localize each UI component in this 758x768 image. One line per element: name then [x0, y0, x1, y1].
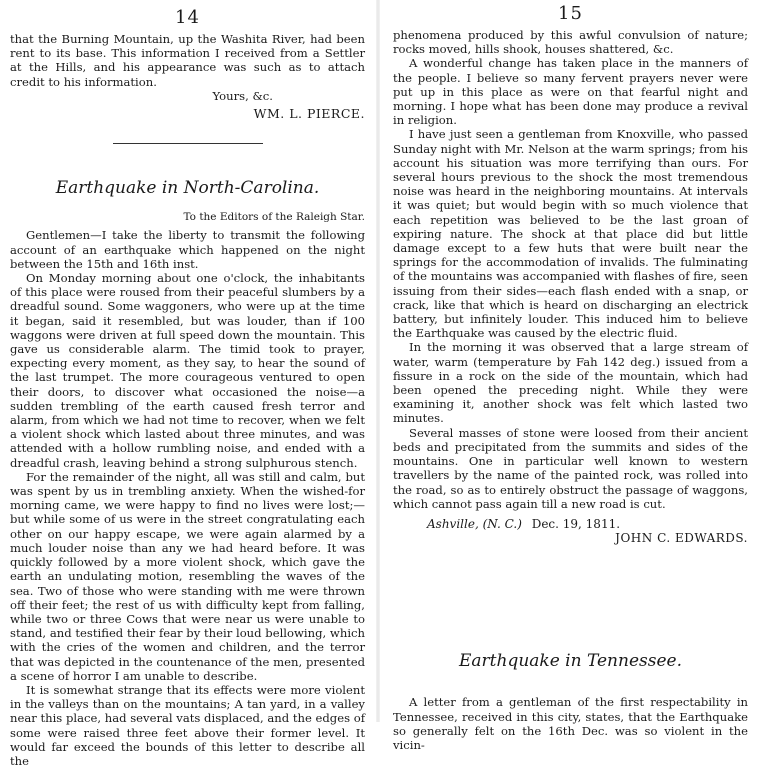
paragraph: A wonderful change has taken place in the manners of the people. I believe so many fervent prayers never were put up in this place as were on that fearful night and morning. I hope what has been done may produce a revival in religion. — [393, 56, 748, 128]
paragraph: For the remainder of the night, all was still and calm, but was spent by us in trembling anxiety. When the wished-for morning came, we were happy to find no lives were lost;—but while some of us were in the street congratulating each other on our happy escape, we were again alarmed by a much louder noise than any we had heard before. It was quickly followed by a more violent shock, which gave the earth an undulating motion, resembling the waves of the sea. Two of those who were standing with me were thrown off their feet; the rest of us with difficulty kept from falling, while two or three Cows that were near us were unable to stand, and testified their fear by their loud bellowing, which with the cries of the women and children, and the terror that was depicted in the countenance of the men, presented a scene of horror I am unable to describe. — [10, 469, 365, 683]
right-page — [393, 0, 748, 752]
paragraph: Gentlemen—I take the liberty to transmit the following account of an earthquake which happened on the night between the 15th and 16th inst. — [10, 228, 365, 271]
dateline-place: Ashville, (N. C.) — [427, 516, 522, 531]
paragraph: On Monday morning about one o'clock, the inhabitants of this place were roused from their peaceful slumbers by a dreadful sound. Some waggoners, who were up at the time it began, said it resembled, but was louder, than if 100 waggons were driven at full speed down the mountain. This gave us considerable alarm. The timid took to prayer, expecting every moment, as they say, to hear the sound of the last trumpet. The more courageous ventured to open their doors, to discover what occasioned the noise—a sudden trembling of the earth caused fresh terror and alarm, from which we had not time to recover, when we felt a violent shock which lasted about three minutes, and was attended with a hollow rumbling noise, and ended with a dreadful crash, leaving behind a strong sulphurous stench. — [10, 271, 365, 470]
author-signature: JOHN C. EDWARDS. — [615, 531, 748, 546]
paragraph: In the morning it was observed that a large stream of water, warm (temperature by Fah 142 deg.) issued from a fissure in a rock on the side of the mountain, which had been opened the preceding night. While they were examining it, another shock was felt which lasted two minutes. — [393, 340, 748, 426]
paragraph: It is somewhat strange that its effects were more violent in the valleys than on the mountains; A tan yard, in a valley near this place, had several vats displaced, and the edges of some were raised three feet above their former level. It would far exceed the bounds of this letter to describe all the — [10, 682, 365, 768]
dateline-date: Dec. 19, 1811. — [531, 516, 621, 531]
addressee: To the Editors of the Raleigh Star. — [183, 211, 365, 224]
page-number: 15 — [558, 3, 583, 24]
signature: WM. L. PIERCE. — [253, 106, 365, 122]
paragraph: A letter from a gentleman of the first respectability in Tennessee, received in this city, states, that the Earthquake so generally felt on the 16th Dec. was so violent in the vicin- — [393, 695, 748, 752]
section-divider — [113, 143, 263, 144]
letter-closing: Yours, &c. — [212, 88, 273, 103]
left-page — [10, 0, 365, 768]
dateline — [393, 517, 748, 545]
article-title: Earthquake in Tennessee. — [459, 651, 682, 672]
paragraph: Several masses of stone were loosed from their ancient beds and precipitated from the summits and sides of the mountains. One in particular well known to western travellers by the name of the painted rock, was rolled into the road, so as to entirely obstruct the passage of waggons, which cannot pass again till a new road is cut. — [393, 425, 748, 511]
article-title: Earthquake in North-Carolina. — [55, 178, 320, 199]
paragraph: phenomena produced by this awful convulsion of nature; rocks moved, hills shook, houses shattered, &c. — [393, 28, 748, 57]
opening-lines: that the Burning Mountain, up the Washita River, had been rent to its base. This information I received from a Settler at the Hills, and his appearance was such as to attach credit to his information. — [10, 32, 365, 89]
page-number: 14 — [175, 7, 200, 28]
paragraph: I have just seen a gentleman from Knoxville, who passed Sunday night with Mr. Nelson at the warm springs; from his account his situation was more terrifying than ours. For several hours previous to the shock the most tremendous noise was heard in the neighboring mountains. At intervals it was quiet; but would begin with so much violence that each repetition was believed to be the last groan of expiring nature. The shock at that place did but little damage except to a few huts that were built near the springs for the accommodation of invalids. The fulminating of the mountains was accompanied with flashes of fire, seen issuing from their sides—each flash ended with a snap, or crack, like that which is heard on discharging an electrick battery, but infinitely louder. This induced him to believe the Earthquake was caused by the electric fluid. — [393, 127, 748, 341]
book-gutter — [376, 0, 380, 722]
